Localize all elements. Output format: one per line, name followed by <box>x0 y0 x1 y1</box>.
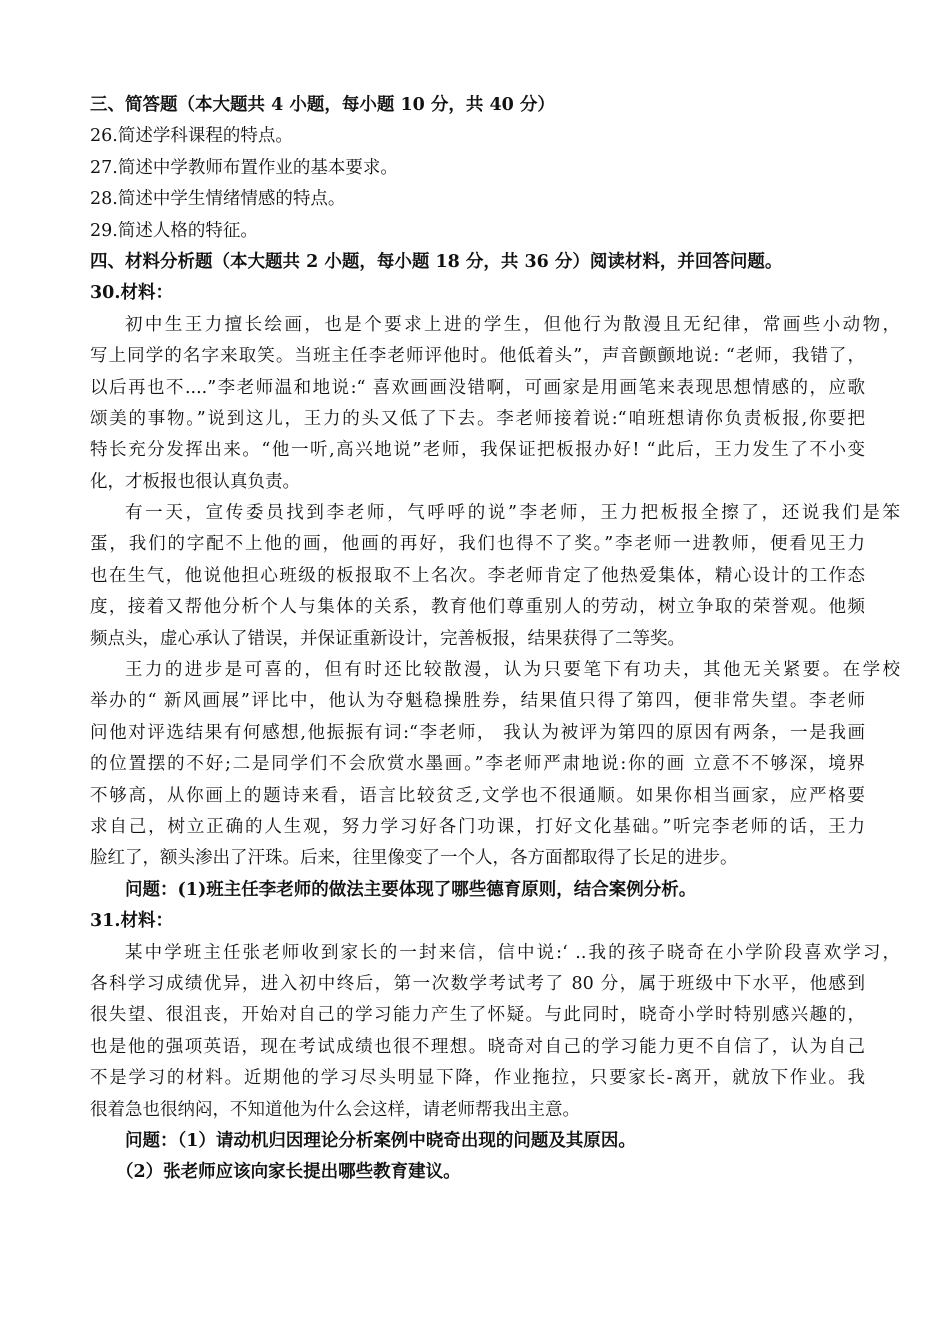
question-29: 29.简述人格的特征。 <box>90 220 258 241</box>
paragraph-line: 初中生王力擅长绘画，也是个要求上进的学生，但他行为散漫且无纪律，常画些小动物， <box>125 314 900 335</box>
paragraph-line: 化，才板报也很认真负责。 <box>90 471 300 492</box>
question-31-paragraph-1 <box>90 938 900 1126</box>
question-30-label: 30.材料： <box>90 283 173 304</box>
paragraph-line: 特长充分发挥出来。“他一听,高兴地说”老师，我保证把板报办好! “此后，王力发生了不小变 <box>90 440 865 461</box>
paragraph-line: 举办的“ 新风画展”评比中，他认为夺魁稳操胜券，结果值只得了第四，便非常失望。李老师 <box>90 691 865 712</box>
paragraph-line: 度，接着又帮他分析个人与集体的关系，教育他们尊重别人的劳动，树立争取的荣誉观。他频 <box>90 597 865 618</box>
paragraph-line: 很失望、很沮丧，开始对自己的学习能力产生了怀疑。与此同时，晓奇小学时特别感兴趣的， <box>90 1005 865 1026</box>
question-26: 26.简述学科课程的特点。 <box>90 126 293 147</box>
paragraph-line: 也是他的强项英语，现在考试成绩也很不理想。晓奇对自己的学习能力更不自信了，认为自己 <box>90 1036 865 1057</box>
paragraph-line: 以后再也不....”李老师温和地说:“ 喜欢画画没错啊，可画家是用画笔来表现思想情感的，应歌 <box>90 377 865 398</box>
question-30-paragraph-3 <box>90 655 900 875</box>
paragraph-line: 不够高，从你画上的题诗来看，语言比较贫乏,文学也不很通顺。如果你相当画家，应严格要 <box>90 785 865 806</box>
paragraph-line: 也在生气，他说他担心班级的板报取不上名次。李老师肯定了他热爱集体，精心设计的工作态 <box>90 565 865 586</box>
paragraph-line: 的位置摆的不好;二是同学们不会欣赏水墨画。”李老师严肃地说:你的画 立意不不够深，境界 <box>90 754 865 775</box>
paragraph-line: 频点头，虚心承认了错误，并保证重新设计，完善板报，结果获得了二等奖。 <box>90 628 685 649</box>
paragraph-line: 颂美的事物。”说到这儿，王力的头又低了下去。李老师接着说:“咱班想请你负责板报,你要把 <box>90 408 865 429</box>
paragraph-line: 有一天，宣传委员找到李老师，气呼呼的说”李老师，王力把板报全擦了，还说我们是笨 <box>125 503 900 524</box>
paragraph-line: 蛋，我们的字配不上他的画，他画的再好，我们也得不了奖。”李老师一进教师，便看见王力 <box>90 534 865 555</box>
section-4-heading: 四、材料分析题（本大题共 2 小题，每小题 18 分，共 36 分）阅读材料，并回答问题。 <box>90 251 783 272</box>
paragraph-line: 求自己，树立正确的人生观，努力学习好各门功课，打好文化基础。”听完李老师的话，王力 <box>90 816 865 837</box>
question-31-prompt-2: （2）张老师应该向家长提出哪些教育建议。 <box>116 1162 461 1183</box>
paragraph-line: 不是学习的材料。近期他的学习尽头明显下降，作业拖拉，只要家长-离开，就放下作业。我 <box>90 1068 865 1089</box>
paragraph-line: 问他对评选结果有何感想,他振振有词:“李老师， 我认为被评为第四的原因有两条，一是我画 <box>90 722 865 743</box>
question-31-label: 31.材料： <box>90 911 173 932</box>
question-27: 27.简述中学教师布置作业的基本要求。 <box>90 157 398 178</box>
document-page <box>90 90 900 1189</box>
paragraph-line: 王力的进步是可喜的，但有时还比较散漫，认为只要笔下有功夫，其他无关紧要。在学校 <box>125 660 900 681</box>
paragraph-line: 写上同学的名字来取笑。当班主任李老师评他时。他低着头”，声音颤颤地说: “老师，我错了， <box>90 346 865 367</box>
question-30-paragraph-2 <box>90 498 900 655</box>
paragraph-line: 很着急也很纳闷，不知道他为什么会这样，请老师帮我出主意。 <box>90 1099 580 1120</box>
section-3-heading: 三、简答题（本大题共 4 小题，每小题 10 分，共 40 分） <box>90 95 555 115</box>
question-28: 28.简述中学生情绪情感的特点。 <box>90 189 346 210</box>
paragraph-line: 脸红了，额头渗出了汗珠。后来，往里像变了一个人，各方面都取得了长足的进步。 <box>90 848 738 869</box>
question-30-paragraph-1 <box>90 310 900 498</box>
paragraph-line: 某中学班主任张老师收到家长的一封来信，信中说:‘ ..我的孩子晓奇在小学阶段喜欢学习， <box>125 942 900 963</box>
question-30-prompt: 问题：(1)班主任李老师的做法主要体现了哪些德育原则，结合案例分析。 <box>125 879 697 900</box>
paragraph-line: 各科学习成绩优异，进入初中终后，第一次数学考试考了 80 分，属于班级中下水平，他感到 <box>90 973 865 994</box>
question-31-prompt-1: 问题：（1）请动机归因理论分析案例中晓奇出现的问题及其原因。 <box>125 1130 636 1151</box>
